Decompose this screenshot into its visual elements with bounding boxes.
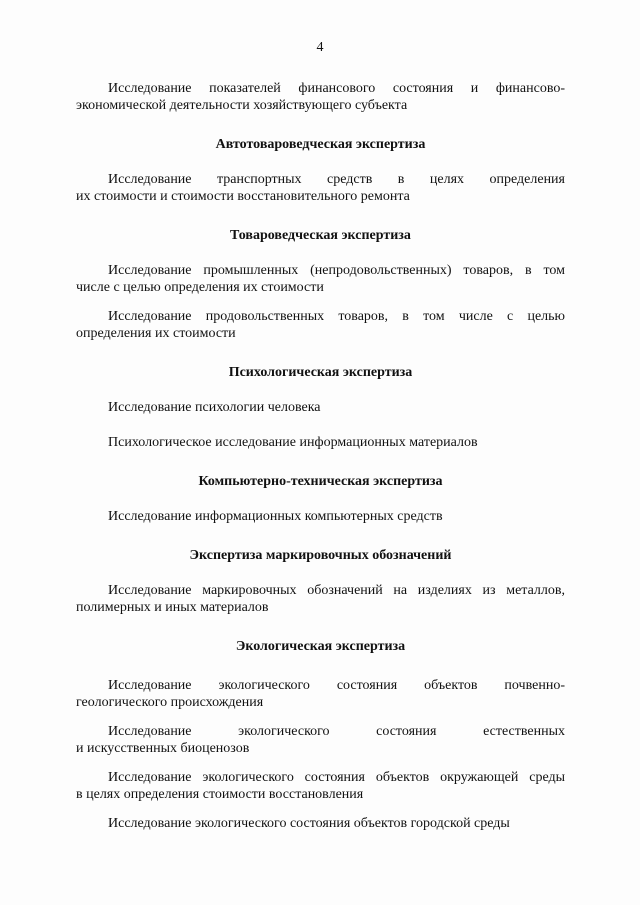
document-body xyxy=(76,80,565,832)
paragraph-financial-analysis xyxy=(76,80,565,114)
heading-commodity-expertise: Товароведческая экспертиза xyxy=(230,228,411,243)
paragraph-line: Исследование промышленных (непродовольственных) товаров, в том xyxy=(108,263,565,278)
paragraph-line: Исследование показателей финансового состояния и финансово- xyxy=(108,81,565,96)
paragraph-line: полимерных и иных материалов xyxy=(76,600,269,615)
paragraph-line: геологического происхождения xyxy=(76,695,264,710)
heading-auto-expertise: Автотовароведческая экспертиза xyxy=(215,137,426,152)
paragraph-line: Исследование транспортных средств в целях определения xyxy=(108,172,565,187)
paragraph-line: и искусственных биоценозов xyxy=(76,741,250,756)
paragraph-line: Исследование экологического состояния объектов городской среды xyxy=(108,816,510,831)
paragraph-info-materials xyxy=(76,434,565,451)
paragraph-food-goods xyxy=(76,308,565,342)
paragraph-line: Исследование продовольственных товаров, в том числе с целью xyxy=(108,309,565,324)
paragraph-line: в целях определения стоимости восстановления xyxy=(76,787,364,802)
paragraph-line: их стоимости и стоимости восстановительного ремонта xyxy=(76,189,410,204)
paragraph-biocenoses xyxy=(76,723,565,757)
paragraph-urban-environment xyxy=(76,815,565,832)
paragraph-line: определения их стоимости xyxy=(76,326,236,341)
paragraph-marking-designations xyxy=(76,582,565,616)
paragraph-human-psychology xyxy=(76,399,565,416)
heading-psychological-expertise: Психологическая экспертиза xyxy=(228,365,413,380)
paragraph-line: Исследование экологического состояния объектов почвенно- xyxy=(108,678,565,693)
paragraph-computer-means xyxy=(76,508,565,525)
paragraph-line: Психологическое исследование информационных материалов xyxy=(108,435,478,450)
paragraph-environment-restoration xyxy=(76,769,565,803)
paragraph-industrial-goods xyxy=(76,262,565,296)
paragraph-line: Исследование экологического состояния естественных xyxy=(108,724,565,739)
paragraph-line: Исследование маркировочных обозначений на изделиях из металлов, xyxy=(108,583,565,598)
heading-marking-expertise: Экспертиза маркировочных обозначений xyxy=(189,548,452,563)
paragraph-line: Исследование психологии человека xyxy=(108,400,321,415)
page-number: 4 xyxy=(316,40,324,55)
heading-ecological-expertise: Экологическая экспертиза xyxy=(235,639,406,654)
paragraph-line: Исследование экологического состояния объектов окружающей среды xyxy=(108,770,565,785)
heading-computer-expertise: Компьютерно-техническая экспертиза xyxy=(198,474,443,489)
paragraph-line: числе с целью определения их стоимости xyxy=(76,280,324,295)
paragraph-line: Исследование информационных компьютерных средств xyxy=(108,509,443,524)
paragraph-line: экономической деятельности хозяйствующего субъекта xyxy=(76,98,408,113)
paragraph-vehicles xyxy=(76,171,565,205)
paragraph-soil-objects xyxy=(76,677,565,711)
